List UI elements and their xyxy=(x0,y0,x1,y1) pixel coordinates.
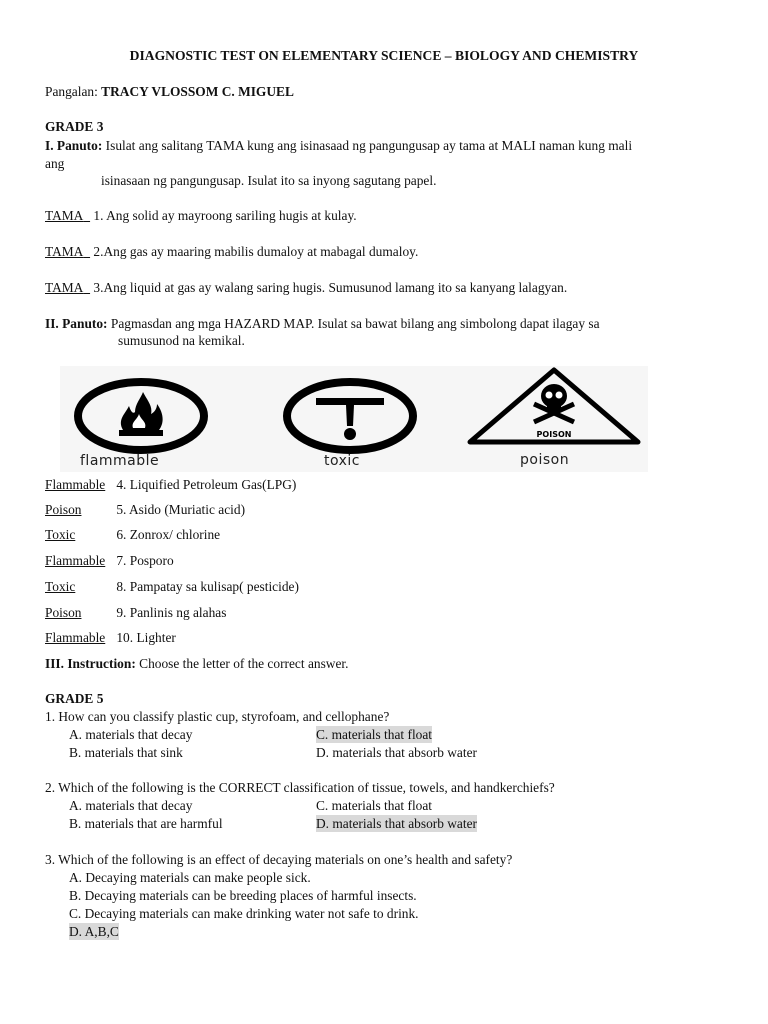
name-label: Pangalan: xyxy=(45,84,98,99)
hazard-item-5 xyxy=(45,501,245,518)
part1-instruction xyxy=(45,137,632,154)
hazard-item-8 xyxy=(45,578,299,595)
tf-text: 2.Ang gas ay maaring mabilis dumaloy at mabagal dumaloy. xyxy=(93,244,419,259)
hazard-label-poison: poison xyxy=(520,452,570,468)
grade5-heading: GRADE 5 xyxy=(45,691,104,706)
hazard-answer: Flammable xyxy=(45,477,106,492)
question-3: 3. Which of the following is an effect of decaying materials on one’s health and safety? xyxy=(45,852,513,867)
hazard-answer: Poison xyxy=(45,605,82,620)
part2-line2: sumusunod na kemikal. xyxy=(118,333,245,348)
part1-line1: Isulat ang salitang TAMA kung ang isinasaad ng pangungusap ay tama at MALI naman kung mali xyxy=(105,138,633,153)
hazard-item-7 xyxy=(45,552,174,569)
q1-option-d: D. materials that absorb water xyxy=(316,745,478,760)
hazard-text: 4. Liquified Petroleum Gas(LPG) xyxy=(116,477,297,492)
student-name: TRACY VLOSSOM C. MIGUEL xyxy=(101,84,294,99)
hazard-answer: Toxic xyxy=(45,579,76,594)
q3-option-d: D. A,B,C xyxy=(69,924,119,939)
part2-instruction xyxy=(45,315,600,332)
name-line xyxy=(45,83,294,100)
hazard-label-toxic: toxic xyxy=(324,453,360,469)
question-2: 2. Which of the following is the CORRECT classification of tissue, towels, and handkerchiefs? xyxy=(45,780,555,795)
hazard-item-4 xyxy=(45,476,296,493)
tf-answer: TAMA xyxy=(45,280,84,295)
hazard-text: 10. Lighter xyxy=(116,630,176,645)
q1-option-c: C. materials that float xyxy=(316,727,433,742)
hazard-item-6 xyxy=(45,526,220,543)
part2-label: II. Panuto: xyxy=(45,316,108,331)
tf-item-3 xyxy=(45,279,567,296)
q1-option-b: B. materials that sink xyxy=(69,745,183,760)
q2-option-a: A. materials that decay xyxy=(69,798,193,813)
part3-text: Choose the letter of the correct answer. xyxy=(139,656,349,671)
part3-instruction xyxy=(45,655,348,672)
q1-option-a: A. materials that decay xyxy=(69,727,193,742)
hazard-text: 8. Pampatay sa kulisap( pesticide) xyxy=(116,579,299,594)
hazard-label-flammable: flammable xyxy=(80,453,160,469)
grade3-heading: GRADE 3 xyxy=(45,119,104,134)
tf-text: 1. Ang solid ay mayroong sariling hugis at kulay. xyxy=(93,208,357,223)
tf-item-1 xyxy=(45,207,357,224)
hazard-answer: Flammable xyxy=(45,630,106,645)
skull-crossbones-icon xyxy=(466,366,642,446)
hazard-text: 5. Asido (Muriatic acid) xyxy=(116,502,246,517)
q3-option-a: A. Decaying materials can make people sick. xyxy=(69,870,311,885)
tf-text: 3.Ang liquid at gas ay walang saring hugis. Sumusunod lamang ito sa kanyang lalagyan. xyxy=(93,280,568,295)
flame-icon xyxy=(73,378,209,454)
hazard-text: 6. Zonrox/ chlorine xyxy=(116,527,221,542)
hazard-text: 7. Posporo xyxy=(116,553,174,568)
part1-line3: isinasaan ng pangungusap. Isulat ito sa inyong sagutang papel. xyxy=(101,173,437,188)
part1-line2: ang xyxy=(45,156,65,171)
tf-answer: TAMA xyxy=(45,244,84,259)
toxic-icon xyxy=(282,378,418,454)
question-1: 1. How can you classify plastic cup, styrofoam, and cellophane? xyxy=(45,709,390,724)
q3-option-c: C. Decaying materials can make drinking water not safe to drink. xyxy=(69,906,419,921)
hazard-symbols-image xyxy=(60,366,648,472)
tf-answer: TAMA xyxy=(45,208,84,223)
document-title: DIAGNOSTIC TEST ON ELEMENTARY SCIENCE – BIOLOGY AND CHEMISTRY xyxy=(129,48,639,63)
q2-option-b: B. materials that are harmful xyxy=(69,816,223,831)
hazard-answer: Toxic xyxy=(45,527,76,542)
q2-option-c: C. materials that float xyxy=(316,798,433,813)
poison-inner-text: POISON xyxy=(536,430,572,439)
part2-line1: Pagmasdan ang mga HAZARD MAP. Isulat sa bawat bilang ang simbolong dapat ilagay sa xyxy=(110,316,600,331)
tf-item-2 xyxy=(45,243,418,260)
hazard-answer: Flammable xyxy=(45,553,106,568)
q3-option-b: B. Decaying materials can be breeding places of harmful insects. xyxy=(69,888,417,903)
hazard-item-10 xyxy=(45,629,176,646)
hazard-item-9 xyxy=(45,604,226,621)
part1-label: I. Panuto: xyxy=(45,138,103,153)
q2-option-d: D. materials that absorb water xyxy=(316,816,478,831)
hazard-answer: Poison xyxy=(45,502,82,517)
part3-label: III. Instruction: xyxy=(45,656,136,671)
hazard-text: 9. Panlinis ng alahas xyxy=(116,605,227,620)
